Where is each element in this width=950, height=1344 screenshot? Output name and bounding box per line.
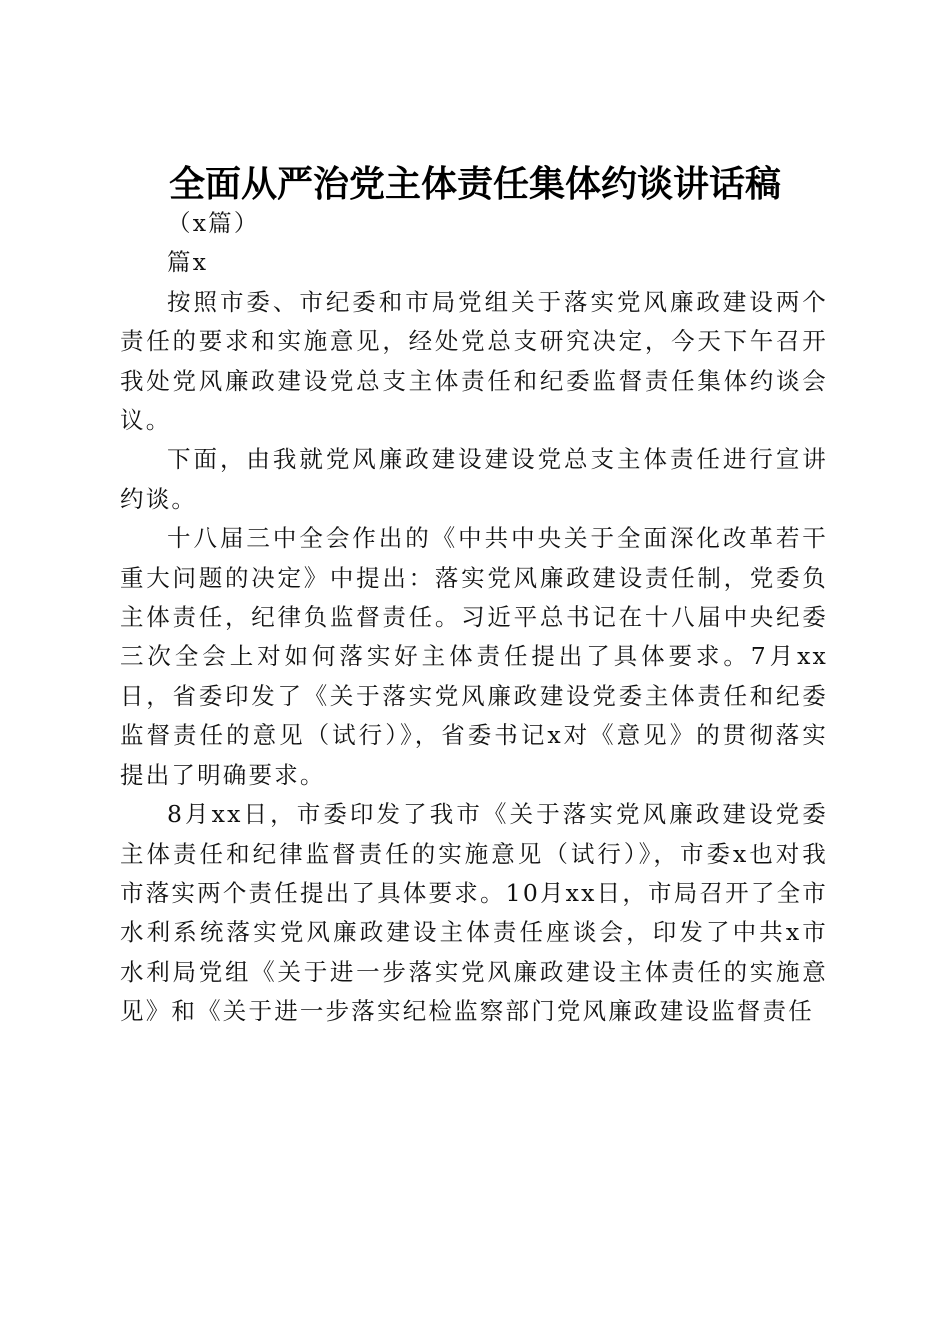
paragraph-count-note: （x篇） [167,209,260,237]
paragraph-background: 十八届三中全会作出的《中共中央关于全面深化改革若干重大问题的决定》中提出：落实党风廉政建设责任制，党委负主体责任，纪律负监督责任。习近平总书记在十八届中央纪委三次全会上对如何落实好主体责任提出了具体要求。7月xx日，省委印发了《关于落实党风廉政建设党委主体责任和纪委监督责任的意见（试行）》，省委书记x对《意见》的贯彻落实提出了明确要求。 [120,524,828,789]
document-title: 全面从严治党主体责任集体约谈讲话稿 [168,163,781,206]
paragraph-section-label: 篇x [167,248,209,277]
document-body [120,204,828,1032]
paragraph-intro: 按照市委、市纪委和市局党组关于落实党风廉政建设两个责任的要求和实施意见，经处党总支研究决定，今天下午召开我处党风廉政建设党总支主体责任和纪委监督责任集体约谈会议。 [120,287,828,435]
paragraph-announcement: 下面，由我就党风廉政建设建设党总支主体责任进行宣讲约谈。 [120,445,828,513]
paragraph-city-policy: 8月xx日，市委印发了我市《关于落实党风廉政建设党委主体责任和纪律监督责任的实施意见（试行）》，市委x也对我市落实两个责任提出了具体要求。10月xx日，市局召开了全市水利系统落实党风廉政建设主体责任座谈会，印发了中共x市水利局党组《关于进一步落实党风廉政建设主体责任的实施意见》和《关于进一步落实纪检监察部门党风廉政建设监督责任 [120,800,828,1026]
